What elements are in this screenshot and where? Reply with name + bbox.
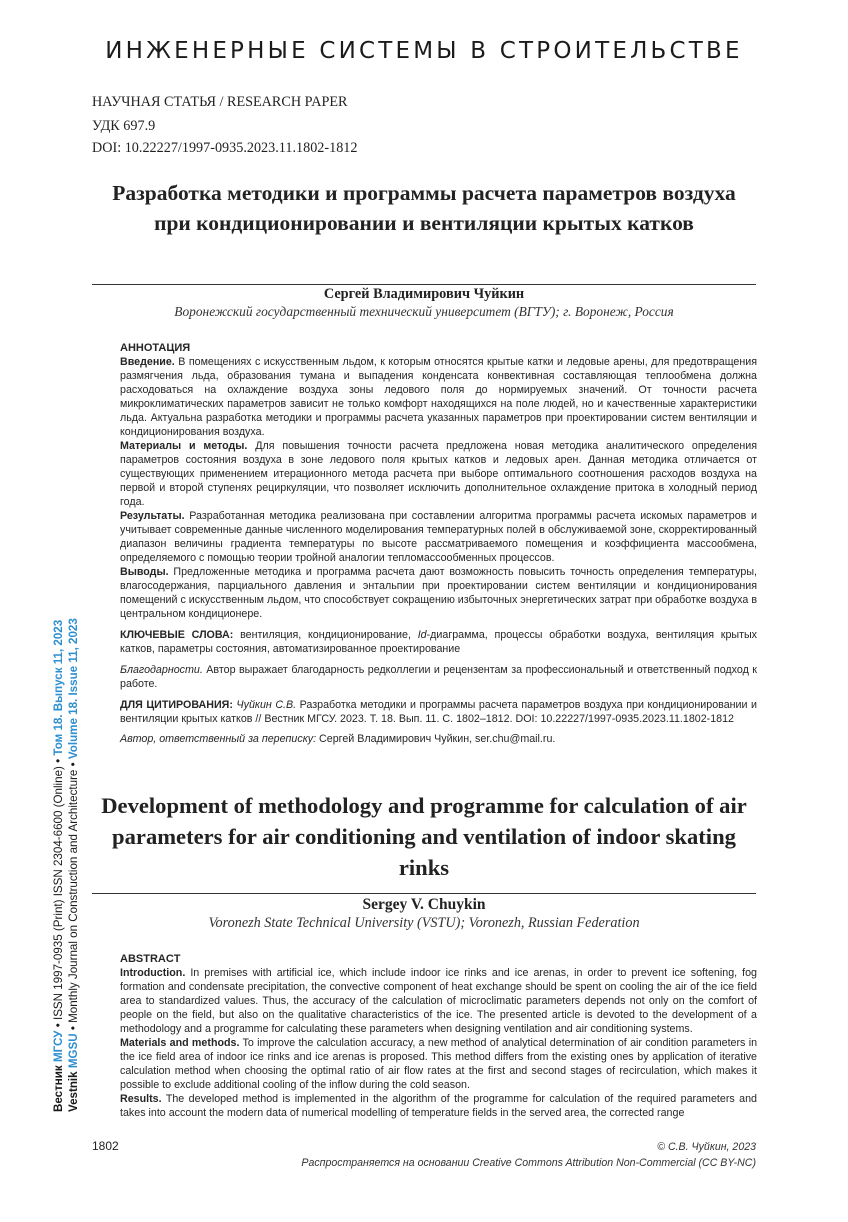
results-label-en: Results.: [120, 1093, 162, 1105]
intro-label-en: Introduction.: [120, 967, 186, 979]
citation-text-ru: Разработка методики и программы расчета параметров воздуха при кондиционировании и вентиляции крытых катков // Вестник МГСУ. 2023. Т. 18. Вып. 11. С. 1802–1812. DOI: 10.22227/1997-0935.2023.11.1802-1812: [120, 699, 757, 725]
conclusions-label-ru: Выводы.: [120, 566, 169, 578]
sidebar-volume-en: Volume 18. Issue 11, 2023: [67, 618, 80, 760]
abstract-ru: [120, 341, 757, 746]
corr-label-ru: Автор, ответственный за переписку:: [120, 733, 317, 745]
doi: DOI: 10.22227/1997-0935.2023.11.1802-1812: [92, 140, 358, 156]
ack-label-ru: Благодарности.: [120, 664, 203, 676]
acknowledgments-ru: [120, 663, 757, 691]
sidebar-brand-ru: МГСУ: [52, 1030, 65, 1063]
title-divider-ru: [92, 284, 756, 285]
article-type: НАУЧНАЯ СТАТЬЯ / RESEARCH PAPER: [92, 94, 348, 110]
abstract-methods-en: [120, 1036, 757, 1092]
citation-ru: [120, 698, 757, 726]
journal-header: ИНЖЕНЕРНЫЕ СИСТЕМЫ В СТРОИТЕЛЬСТВЕ: [105, 38, 743, 64]
corresponding-author-ru: [120, 732, 757, 746]
abstract-intro-en: [120, 966, 757, 1036]
sidebar-journal-name: • Monthly Journal on Construction and Architecture •: [67, 759, 80, 1034]
footer-license-block: [301, 1139, 756, 1171]
sidebar-line-en: [66, 618, 81, 1112]
license: Распространяется на основании Creative Commons Attribution Non-Commercial (CC BY-NC): [301, 1157, 756, 1169]
udk-code: УДК 697.9: [92, 118, 156, 134]
conclusions-text-ru: Предложенные методика и программа расчета дают возможность повысить точность определения температуры, влагосодержания, парциального давления и энтальпии при проектировании систем вентиляции и кондиционирования помещений с искусственным льдом, что способствует сокращению избыточных энергетических затрат при обработке воздуха в центральном кондиционере.: [120, 566, 757, 620]
methods-text-ru: Для повышения точности расчета предложена новая методика аналитического определения параметров состояния воздуха в зоне ледового поля крытых катков и ледовых арен. Данная методика отличается от существующих применением итерационного метода расчета при выборе оптимального соотношения расходов воздуха на первой и второй ступенях рециркуляции, что позволяет исключить дополнительное охлаждение притока в холодный период года.: [120, 440, 757, 508]
sidebar-prefix-en: Vestnik: [67, 1068, 80, 1112]
results-text-en: The developed method is implemented in the algorithm of the programme for calculation of the required parameters and takes into account the modern data of numerical modelling of temperature fields in the served area, the corrected range: [120, 1093, 757, 1119]
keywords-id-term: Id: [417, 629, 427, 641]
sidebar-volume-ru: Том 18. Выпуск 11, 2023: [52, 619, 65, 756]
abstract-intro-ru: [120, 355, 757, 439]
journal-sidebar: [51, 618, 81, 1112]
citation-label-ru: ДЛЯ ЦИТИРОВАНИЯ:: [120, 699, 233, 711]
abstract-results-ru: [120, 509, 757, 565]
intro-text-en: In premises with artificial ice, which include indoor ice rinks and ice arenas, in order to prevent ice softening, fog formation and condensate precipitation, the convective component of heat exchange should be spent on cooling the air of the ice field area to standardized values. Thus, the accuracy of the calculation of microclimatic parameters depends not only on the comfort of people on the field, but also on the qualitative characteristics of the ice. The presented article is devoted to the development of a methodology and a programme for calculating these parameters when designing ventilation and air conditioning systems.: [120, 967, 757, 1035]
keywords-text-ru: вентиляция, кондиционирование,: [233, 629, 418, 641]
article-title-en: Development of methodology and programme for calculation of air parameters for air conditioning and ventilation of indoor skating rinks: [101, 793, 747, 880]
title-divider-en: [92, 893, 756, 894]
results-text-ru: Разработанная методика реализована при составлении алгоритма программы расчета искомых параметров и учитывает современные данные численного моделирования температурных полей в обслуживаемой зоне, скорректированный диапазон величины градиента температуры по высоте рассматриваемого помещения и коэффициента массообмена, определяемого с помощью теории тройной аналогии тепломассообменных процессов.: [120, 510, 757, 564]
methods-label-en: Materials and methods.: [120, 1037, 240, 1049]
sidebar-issn: • ISSN 1997-0935 (Print) ISSN 2304-6600 (Online) •: [52, 755, 65, 1031]
sidebar-prefix-ru: Вестник: [52, 1062, 65, 1112]
affiliation-ru: Воронежский государственный технический университет (ВГТУ); г. Воронеж, Россия: [174, 304, 674, 319]
sidebar-line-ru: [51, 618, 66, 1112]
author-name-en: Sergey V. Chuykin: [362, 896, 486, 913]
affiliation-en: Voronezh State Technical University (VSTU); Voronezh, Russian Federation: [208, 915, 640, 931]
abstract-methods-ru: [120, 439, 757, 509]
abstract-heading-ru: АННОТАЦИЯ: [120, 342, 191, 354]
article-title-ru: Разработка методики и программы расчета параметров воздуха при кондиционировании и вентиляции крытых катков: [112, 181, 736, 235]
abstract-results-en: [120, 1092, 757, 1120]
copyright: © С.В. Чуйкин, 2023: [657, 1141, 756, 1153]
methods-label-ru: Материалы и методы.: [120, 440, 248, 452]
abstract-heading-en: ABSTRACT: [120, 953, 181, 965]
ack-text-ru: Автор выражает благодарность редколлегии и рецензентам за профессиональный и ответственный подход к работе.: [120, 664, 757, 690]
abstract-conclusions-ru: [120, 565, 757, 621]
intro-text-ru: В помещениях с искусственным льдом, к которым относятся крытые катки и ледовые арены, для предотвращения размягчения льда, образования тумана и выпадения конденсата конвективная составляющая теплообмена должна расходоваться на охлаждение воздуха зоны ледового поля до нормируемых значений. От точности расчета микроклиматических параметров зависит не только комфорт находящихся на поле людей, но и качественные характеристики льда. Актуальна разработка методики и программы расчета указанных параметров при проектировании систем вентиляции и кондиционирования воздуха.: [120, 356, 757, 438]
keywords-text-ru-end: -диаграмма, процессы обработки воздуха, вентиляция крытых катков, параметры состояния, автоматизированное проектирование: [120, 629, 758, 655]
results-label-ru: Результаты.: [120, 510, 185, 522]
intro-label-ru: Введение.: [120, 356, 175, 368]
corr-text-ru: Сергей Владимирович Чуйкин, ser.chu@mail.ru.: [316, 733, 556, 745]
citation-author-ru: Чуйкин С.В.: [232, 699, 297, 711]
author-name-ru: Сергей Владимирович Чуйкин: [323, 286, 525, 302]
sidebar-brand-en: MGSU: [67, 1033, 80, 1069]
page-number: 1802: [92, 1139, 119, 1153]
keywords-label-ru: КЛЮЧЕВЫЕ СЛОВА:: [120, 629, 234, 641]
methods-text-en: To improve the calculation accuracy, a new method of analytical determination of air condition parameters in the ice field area of indoor ice rinks and ice arenas is proposed. This method differs from the existing ones by application of iterative calculation method when choosing the optimal ratio of air flow rates at the first and second stages of recirculation, which makes it possible to exclude additional cooling of the inflow during the cold season.: [120, 1037, 758, 1091]
abstract-en: [120, 952, 757, 1120]
keywords-ru: [120, 628, 757, 656]
